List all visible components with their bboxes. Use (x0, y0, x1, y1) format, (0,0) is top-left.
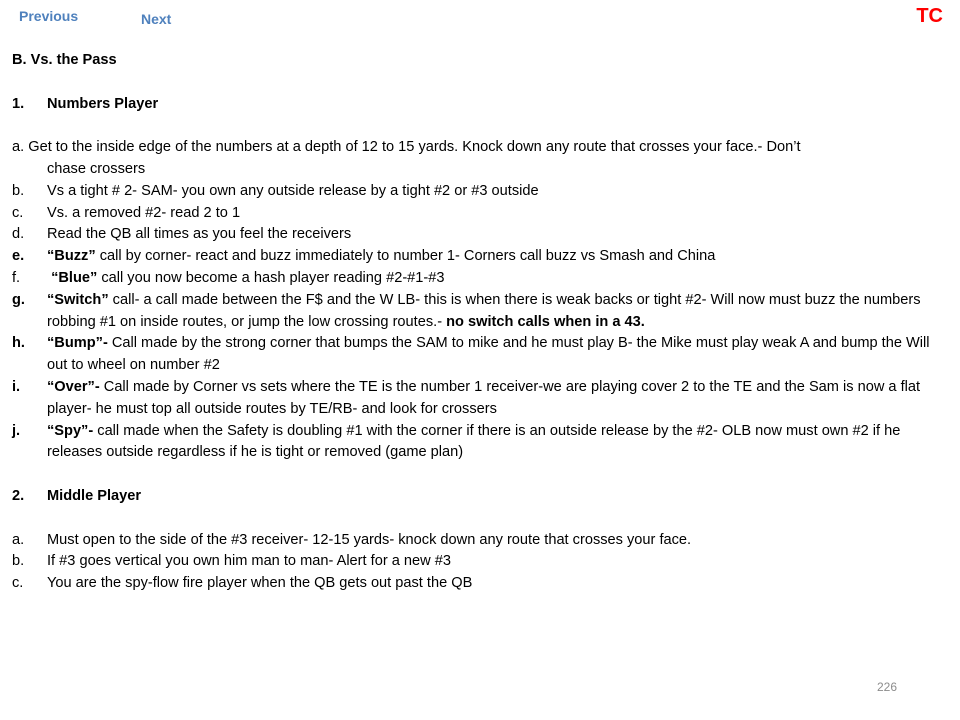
list-item-2b: b. If #3 goes vertical you own him man to man- Alert for a new #3 (12, 553, 451, 570)
section-title: B. Vs. the Pass (12, 52, 117, 68)
list-item-1j: j. “Spy”- call made when the Safety is doubling #1 with the corner if there is an outside release by the #2- OLB now must own #2 if he releases outside regardless if he is tight or removed (game plan) (12, 422, 901, 461)
list-item-1a-cont: chase crossers (47, 160, 146, 177)
list-item-1a: a. Get to the inside edge of the numbers at a depth of 12 to 15 yards. Knock down any route that crosses your face.- Don’t (12, 139, 801, 156)
list-item-2c: c. You are the spy-flow fire player when the QB gets out past the QB (12, 575, 473, 592)
list-item-1b: b. Vs a tight # 2- SAM- you own any outside release by a tight #2 or #3 outside (12, 182, 539, 199)
numbers-player-heading: 1. Numbers Player (12, 95, 159, 112)
list-item-1g: g. “Switch” call- a call made between the F$ and the W LB- this is when there is weak backs or tight #2- Will now must buzz the numbers robbing #1 on inside routes, or jump the low crossing routes.- no switch calls when in a 43. (12, 291, 921, 330)
list-item-1d: d. Read the QB all times as you feel the receivers (12, 226, 352, 243)
list-item-1h: h. “Bump”- Call made by the strong corner that bumps the SAM to mike and he must play B- the Mike must play weak A and bump the Will out to wheel on number #2 (12, 335, 930, 374)
list-item-1i: i. “Over”- Call made by Corner vs sets where the TE is the number 1 receiver-we are playing cover 2 to the TE and the Sam is now a flat player- he must top all outside routes by TE/RB- and look for crossers (12, 378, 921, 417)
list-item-1e: e. “Buzz” call by corner- react and buzz immediately to number 1- Corners call buzz vs Smash and China (12, 248, 716, 265)
previous-link[interactable]: Previous (19, 8, 79, 24)
list-item-1c: c. Vs. a removed #2- read 2 to 1 (12, 204, 241, 221)
middle-player-heading: 2. Middle Player (12, 487, 142, 504)
list-item-2a: a. Must open to the side of the #3 receiver- 12-15 yards- knock down any route that crosses your face. (12, 531, 692, 548)
next-link[interactable]: Next (141, 11, 172, 27)
slide-content (12, 50, 947, 595)
list-item-1f: f. “Blue” call you now become a hash player reading #2-#1-#3 (12, 269, 445, 286)
page-number: 226 (877, 680, 898, 694)
tc-link[interactable]: TC (916, 5, 943, 27)
